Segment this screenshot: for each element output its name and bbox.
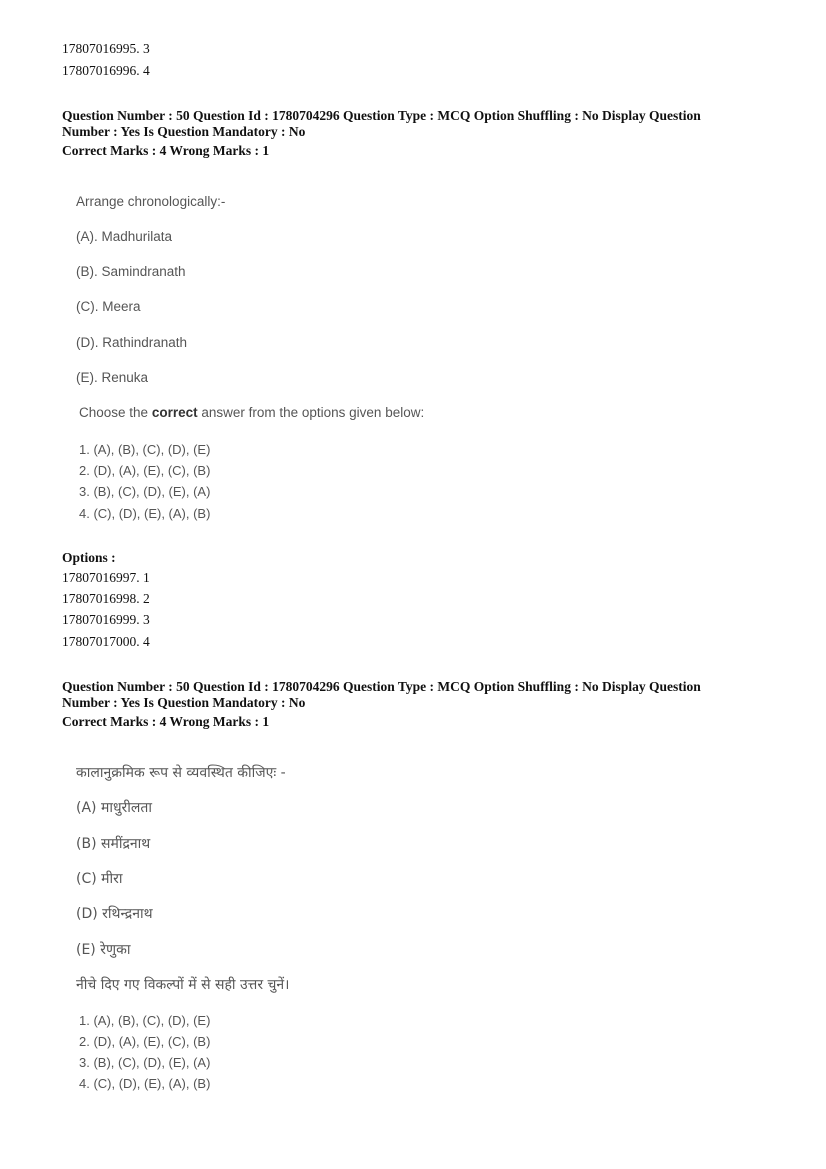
choice-3-hi: 3. (B), (C), (D), (E), (A): [79, 1055, 211, 1070]
option-number: 1: [143, 570, 150, 585]
choice-2-hi: 2. (D), (A), (E), (C), (B): [79, 1034, 211, 1049]
choice-4-en: 4. (C), (D), (E), (A), (B): [79, 506, 211, 521]
prev-option-4: [62, 63, 150, 79]
instruction-en: [79, 405, 424, 420]
item-e-hi: (E) रेणुका: [76, 942, 131, 958]
item-c-hi: (C) मीरा: [76, 871, 123, 887]
question-meta-en: [62, 108, 762, 140]
option-number: 4: [143, 63, 150, 78]
item-e-en: (E). Renuka: [76, 370, 149, 385]
question-meta-line-1: Question Number : 50 Question Id : 1780704296 Question Type : MCQ Option Shuffling : No Display Question: [62, 679, 701, 694]
instruction-keyword: correct: [151, 405, 198, 420]
item-d-en: (D). Rathindranath: [76, 335, 188, 350]
item-d-hi: (D) रथिन्द्रनाथ: [76, 906, 153, 922]
choice-1-hi: 1. (A), (B), (C), (D), (E): [79, 1013, 211, 1028]
choice-4-hi: 4. (C), (D), (E), (A), (B): [79, 1076, 211, 1091]
option-3: [62, 612, 150, 628]
option-number: 3: [143, 41, 150, 56]
item-b-hi: (B) समींद्रनाथ: [76, 836, 151, 852]
item-a-hi: (A) माधुरीलता: [76, 800, 153, 816]
option-number: 3: [143, 612, 150, 627]
question-meta-line-1: Question Number : 50 Question Id : 1780704296 Question Type : MCQ Option Shuffling : No Display Question: [62, 108, 701, 123]
option-id: 17807016996.: [62, 63, 140, 78]
option-2: [62, 591, 150, 607]
item-c-en: (C). Meera: [76, 299, 141, 314]
question-meta-hi: [62, 679, 762, 711]
prev-option-3: [62, 41, 150, 57]
choice-1-en: 1. (A), (B), (C), (D), (E): [79, 442, 211, 457]
option-id: 17807017000.: [62, 634, 140, 649]
question-meta-line-2: Number : Yes Is Question Mandatory : No: [62, 695, 306, 710]
marks-en: Correct Marks : 4 Wrong Marks : 1: [62, 143, 270, 158]
question-prompt-hi: कालानुक्रमिक रूप से व्यवस्थित कीजिएः -: [76, 765, 286, 781]
question-prompt-en: Arrange chronologically:-: [76, 194, 226, 209]
option-4: [62, 634, 150, 650]
choice-2-en: 2. (D), (A), (E), (C), (B): [79, 463, 211, 478]
instruction-text: answer from the options given below:: [197, 405, 425, 420]
question-meta-line-2: Number : Yes Is Question Mandatory : No: [62, 124, 306, 139]
option-number: 2: [143, 591, 150, 606]
instruction-text: Choose the: [79, 405, 152, 420]
option-number: 4: [143, 634, 150, 649]
option-id: 17807016997.: [62, 570, 140, 585]
option-id: 17807016999.: [62, 612, 140, 627]
option-id: 17807016995.: [62, 41, 140, 56]
choice-3-en: 3. (B), (C), (D), (E), (A): [79, 484, 211, 499]
marks-hi: Correct Marks : 4 Wrong Marks : 1: [62, 714, 270, 729]
item-a-en: (A). Madhurilata: [76, 229, 173, 244]
option-id: 17807016998.: [62, 591, 140, 606]
options-label: Options :: [62, 550, 116, 565]
item-b-en: (B). Samindranath: [76, 264, 186, 279]
option-1: [62, 570, 150, 586]
instruction-hi: नीचे दिए गए विकल्पों में से सही उत्तर चुनें।: [76, 977, 290, 993]
